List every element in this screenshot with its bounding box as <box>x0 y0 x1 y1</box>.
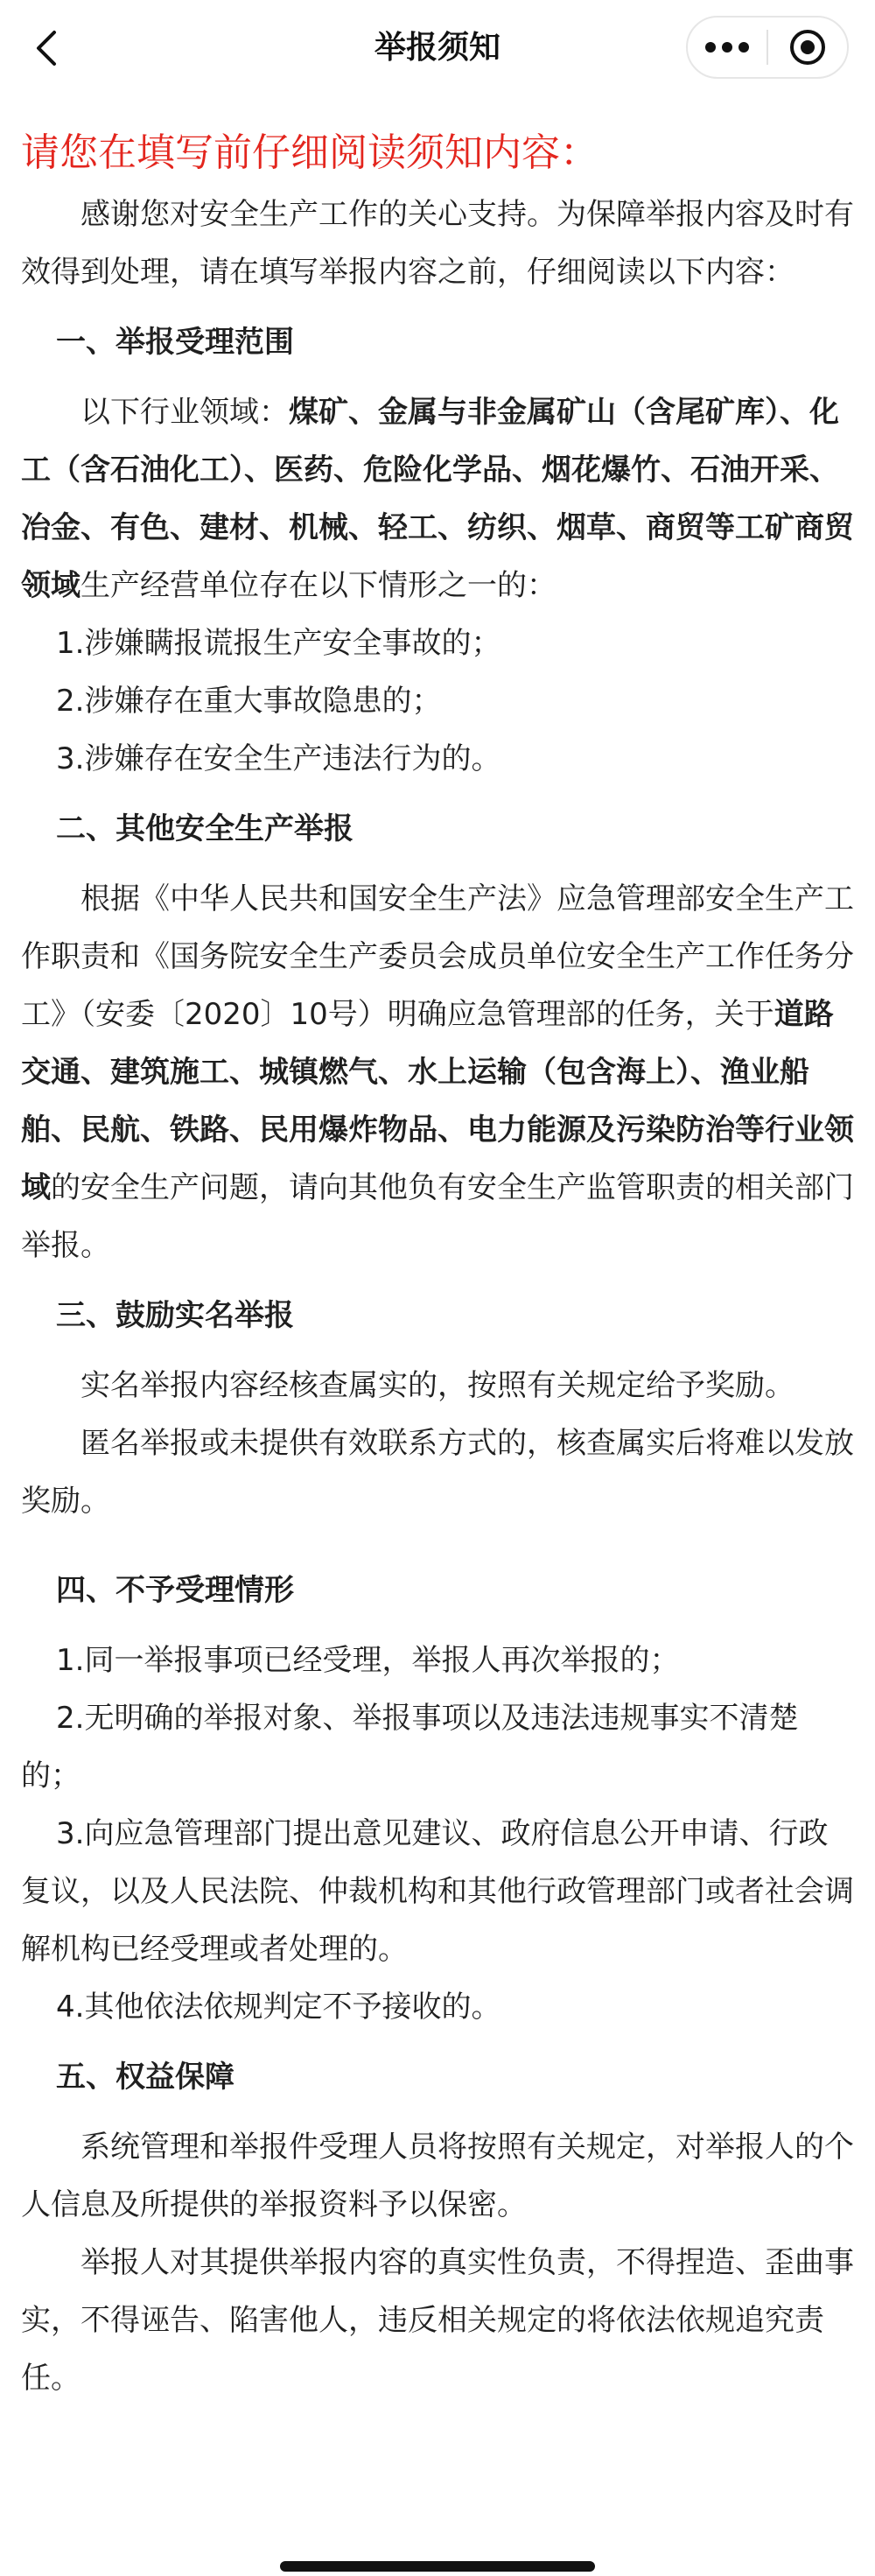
section-title: 五、权益保障 <box>56 2060 234 2095</box>
section-title: 三、鼓励实名举报 <box>56 1298 294 1333</box>
list-item: 1.同一举报事项已经受理，举报人再次举报的； <box>56 1643 680 1678</box>
navigation-bar <box>0 0 875 96</box>
scope-lead: 以下行业领域： <box>80 395 289 430</box>
close-button[interactable] <box>768 18 847 77</box>
realname-paragraph: 实名举报内容经核查属实的，按照有关规定给予奖励。 <box>80 1368 794 1403</box>
mini-program-capsule <box>686 16 849 79</box>
other-report-paragraph <box>21 870 854 1274</box>
list-item: 3.涉嫌存在安全生产违法行为的。 <box>56 741 501 776</box>
scope-industries: 煤矿、金属与非金属矿山（含尾矿库）、化工（含石油化工）、医药、危险化学品、烟花爆竹、石油开采、冶金、有色、建材、机械、轻工、纺织、烟草、商贸等工矿商贸领域 <box>21 395 854 603</box>
intro-paragraph: 感谢您对安全生产工作的关心支持。为保障举报内容及时有效得到处理，请在填写举报内容之前，仔细阅读以下内容： <box>21 197 854 290</box>
scope-tail: 生产经营单位存在以下情形之一的： <box>80 568 556 603</box>
home-indicator[interactable] <box>280 2561 595 2572</box>
other-tail: 的安全生产问题，请向其他负有安全生产监管职责的相关部门举报。 <box>21 1170 854 1263</box>
page-title: 举报须知 <box>374 30 500 66</box>
scope-paragraph <box>21 383 854 614</box>
more-button[interactable] <box>688 18 766 77</box>
notice-content <box>21 123 854 2407</box>
section-title: 二、其他安全生产举报 <box>56 811 354 846</box>
more-dots-icon <box>704 41 750 53</box>
notice-headline: 请您在填写前仔细阅读须知内容： <box>21 130 598 175</box>
list-item: 4.其他依法依规判定不予接收的。 <box>56 1990 501 2025</box>
list-item: 2.涉嫌存在重大事故隐患的； <box>56 684 442 719</box>
privacy-paragraph: 系统管理和举报件受理人员将按照有关规定，对举报人的个人信息及所提供的举报资料予以保密。 <box>21 2130 854 2222</box>
section-title: 一、举报受理范围 <box>56 325 294 360</box>
anonymous-paragraph: 匿名举报或未提供有效联系方式的，核查属实后将难以发放奖励。 <box>21 1426 854 1519</box>
responsibility-paragraph: 举报人对其提供举报内容的真实性负责，不得捏造、歪曲事实，不得诬告、陷害他人，违反相关规定的将依法依规追究责任。 <box>21 2245 854 2396</box>
other-lead: 根据《中华人民共和国安全生产法》应急管理部安全生产工作职责和《国务院安全生产委员会成员单位安全生产工作任务分工》（安委〔2020〕10号）明确应急管理部的任务，关于 <box>21 881 854 1032</box>
section-title: 四、不予受理情形 <box>56 1573 294 1608</box>
list-item: 1.涉嫌瞒报谎报生产安全事故的； <box>56 626 501 661</box>
other-industries: 道路交通、建筑施工、城镇燃气、水上运输（包含海上）、渔业船舶、民航、铁路、民用爆炸物品、电力能源及污染防治等行业领域 <box>21 997 854 1205</box>
list-item: 2.无明确的举报对象、举报事项以及违法违规事实不清楚的； <box>21 1701 799 1793</box>
list-item: 3.向应急管理部门提出意见建议、政府信息公开申请、行政复议，以及人民法院、仲裁机构和其他行政管理部门或者社会调解机构已经受理或者处理的。 <box>21 1816 854 1967</box>
mini-program-close-icon <box>788 28 827 67</box>
